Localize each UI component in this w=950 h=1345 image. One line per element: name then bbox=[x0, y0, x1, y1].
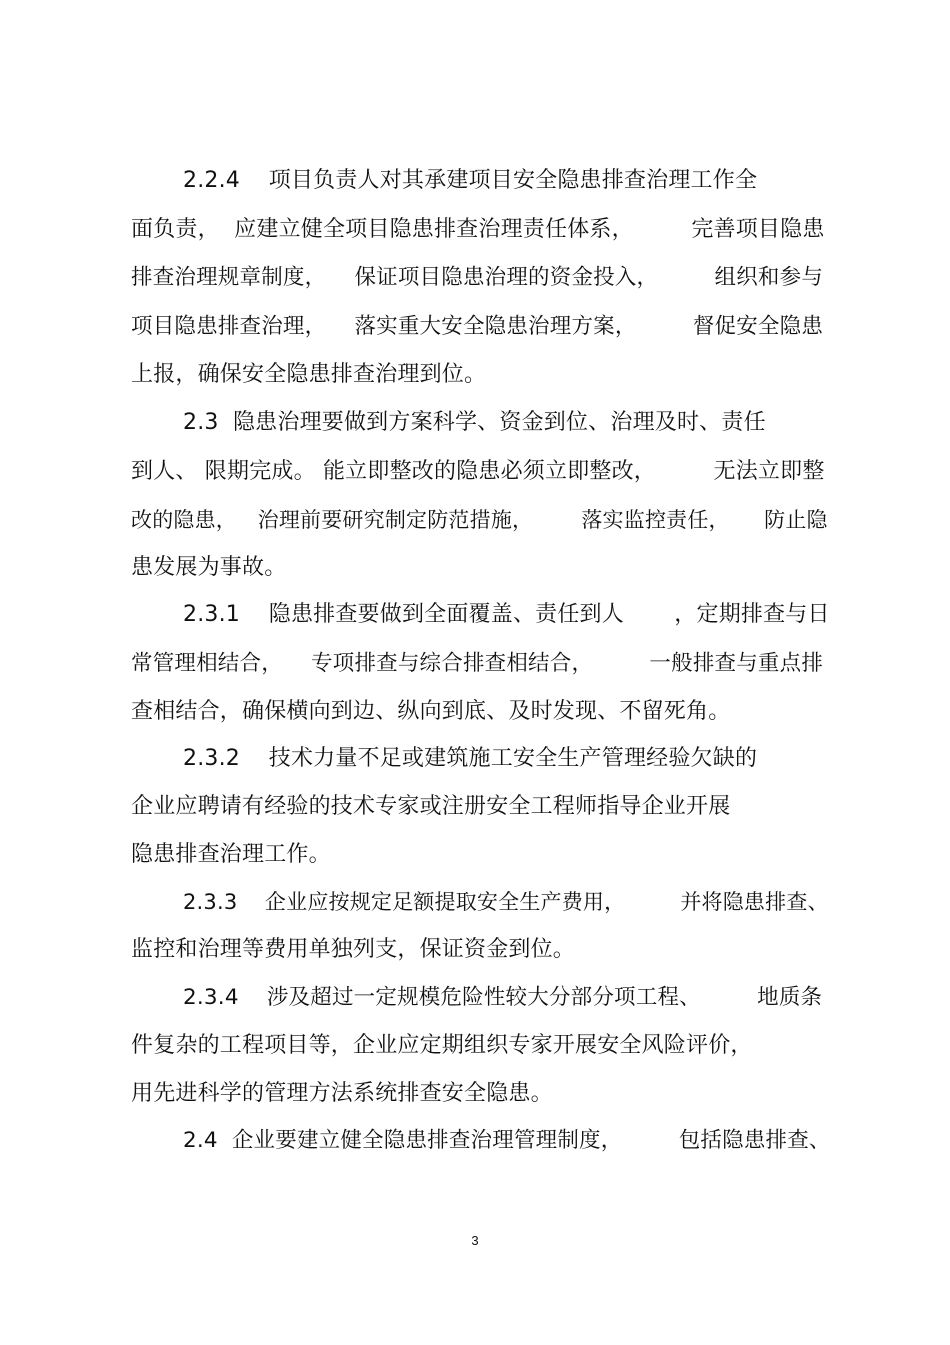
text-line: 2.3 隐患治理要做到方案科学、资金到位、治理及时、责任 bbox=[183, 410, 766, 435]
text-line: 改的隐患， 治理前要研究制定防范措施， 落实监控责任， 防止隐 bbox=[131, 508, 828, 532]
text-line: 件复杂的工程项目等，企业应定期组织专家开展安全风险评价， bbox=[131, 1033, 753, 1058]
page-number: 3 bbox=[471, 1233, 479, 1248]
text-line: 2.3.1 隐患排查要做到全面覆盖、责任到人 ，定期排查与日 bbox=[183, 602, 830, 627]
text-line: 常管理相结合， 专项排查与综合排查相结合， 一般排查与重点排 bbox=[131, 651, 824, 676]
text-line: 2.2.4 项目负责人对其承建项目安全隐患排查治理工作全 bbox=[183, 168, 758, 193]
text-line: 监控和治理等费用单独列支，保证资金到位。 bbox=[131, 937, 576, 962]
text-line: 企业应聘请有经验的技术专家或注册安全工程师指导企业开展 bbox=[131, 794, 731, 819]
text-line: 排查治理规章制度， 保证项目隐患治理的资金投入， 组织和参与 bbox=[131, 265, 824, 290]
text-line: 面负责， 应建立健全项目隐患排查治理责任体系， 完善项目隐患 bbox=[131, 217, 825, 242]
text-line: 2.3.4 涉及超过一定规模危险性较大分部分项工程、 地质条 bbox=[183, 985, 823, 1010]
text-line: 查相结合，确保横向到边、纵向到底、及时发现、不留死角。 bbox=[131, 699, 731, 724]
text-line: 2.4 企业要建立健全隐患排查治理管理制度， 包括隐患排查、 bbox=[183, 1128, 831, 1153]
text-line: 项目隐患排查治理， 落实重大安全隐患治理方案， 督促安全隐患 bbox=[131, 314, 824, 339]
text-line: 上报，确保安全隐患排查治理到位。 bbox=[131, 362, 487, 387]
text-line: 到人、 限期完成。 能立即整改的隐患必须立即整改， 无法立即整 bbox=[131, 459, 825, 484]
text-line: 隐患排查治理工作。 bbox=[131, 842, 331, 867]
text-line: 2.3.2 技术力量不足或建筑施工安全生产管理经验欠缺的 bbox=[183, 746, 758, 771]
text-line: 2.3.3 企业应按规定足额提取安全生产费用， 并将隐患排查、 bbox=[183, 890, 829, 914]
text-line: 患发展为事故。 bbox=[131, 555, 287, 580]
text-line: 用先进科学的管理方法系统排查安全隐患。 bbox=[131, 1081, 553, 1106]
